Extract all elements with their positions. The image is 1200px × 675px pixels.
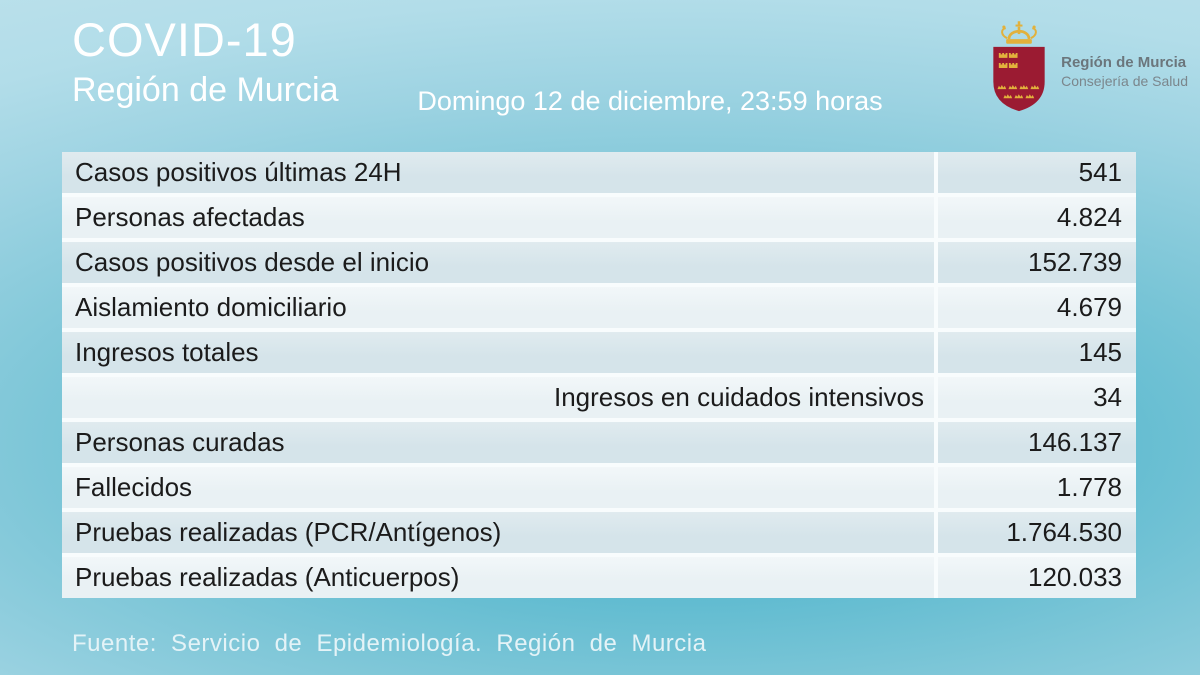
- page-subtitle: Región de Murcia: [72, 70, 339, 109]
- row-value: 1.764.530: [934, 512, 1136, 553]
- row-value: 34: [934, 377, 1136, 418]
- row-label: Ingresos en cuidados intensivos: [553, 382, 924, 412]
- row-label: Casos positivos últimas 24H: [75, 157, 402, 187]
- row-label: Pruebas realizadas (PCR/Antígenos): [75, 517, 502, 547]
- title-block: [72, 13, 339, 111]
- row-value: 146.137: [934, 422, 1136, 463]
- row-value: 145: [934, 332, 1136, 373]
- table-row: [62, 512, 1136, 553]
- row-label: Personas afectadas: [75, 202, 305, 232]
- logo-dept: Consejería de Salud: [1061, 72, 1188, 89]
- row-label: Fallecidos: [75, 472, 193, 502]
- row-label: Ingresos totales: [75, 337, 259, 367]
- row-label: Aislamiento domiciliario: [75, 292, 347, 322]
- row-value: 1.778: [934, 467, 1136, 508]
- table-row: [62, 467, 1136, 508]
- row-value: 4.679: [934, 287, 1136, 328]
- table-row: [62, 332, 1136, 373]
- logo-text: [1061, 54, 1188, 90]
- table-row: [62, 242, 1136, 283]
- row-value: 4.824: [934, 197, 1136, 238]
- stats-table: [62, 152, 1136, 598]
- page-title: COVID-19: [72, 13, 297, 66]
- row-value: 541: [934, 152, 1136, 193]
- crown-icon: [1002, 21, 1036, 43]
- table-row: [62, 152, 1136, 193]
- source-note: Fuente: Servicio de Epidemiología. Región de Murcia: [72, 630, 707, 657]
- table-row: [62, 557, 1136, 598]
- row-value: 152.739: [934, 242, 1136, 283]
- logo-org: Región de Murcia: [1061, 54, 1187, 71]
- table-row: [62, 287, 1136, 328]
- row-label: Personas curadas: [75, 427, 285, 457]
- row-value: 120.033: [934, 557, 1136, 598]
- table-row: [62, 422, 1136, 463]
- report-datetime: Domingo 12 de diciembre, 23:59 horas: [417, 86, 883, 116]
- murcia-logo: [986, 18, 1188, 118]
- table-row: [62, 377, 1136, 418]
- row-label: Pruebas realizadas (Anticuerpos): [75, 562, 460, 592]
- row-label: Casos positivos desde el inicio: [75, 247, 430, 277]
- table-row: [62, 197, 1136, 238]
- coat-of-arms-icon: [986, 18, 1052, 118]
